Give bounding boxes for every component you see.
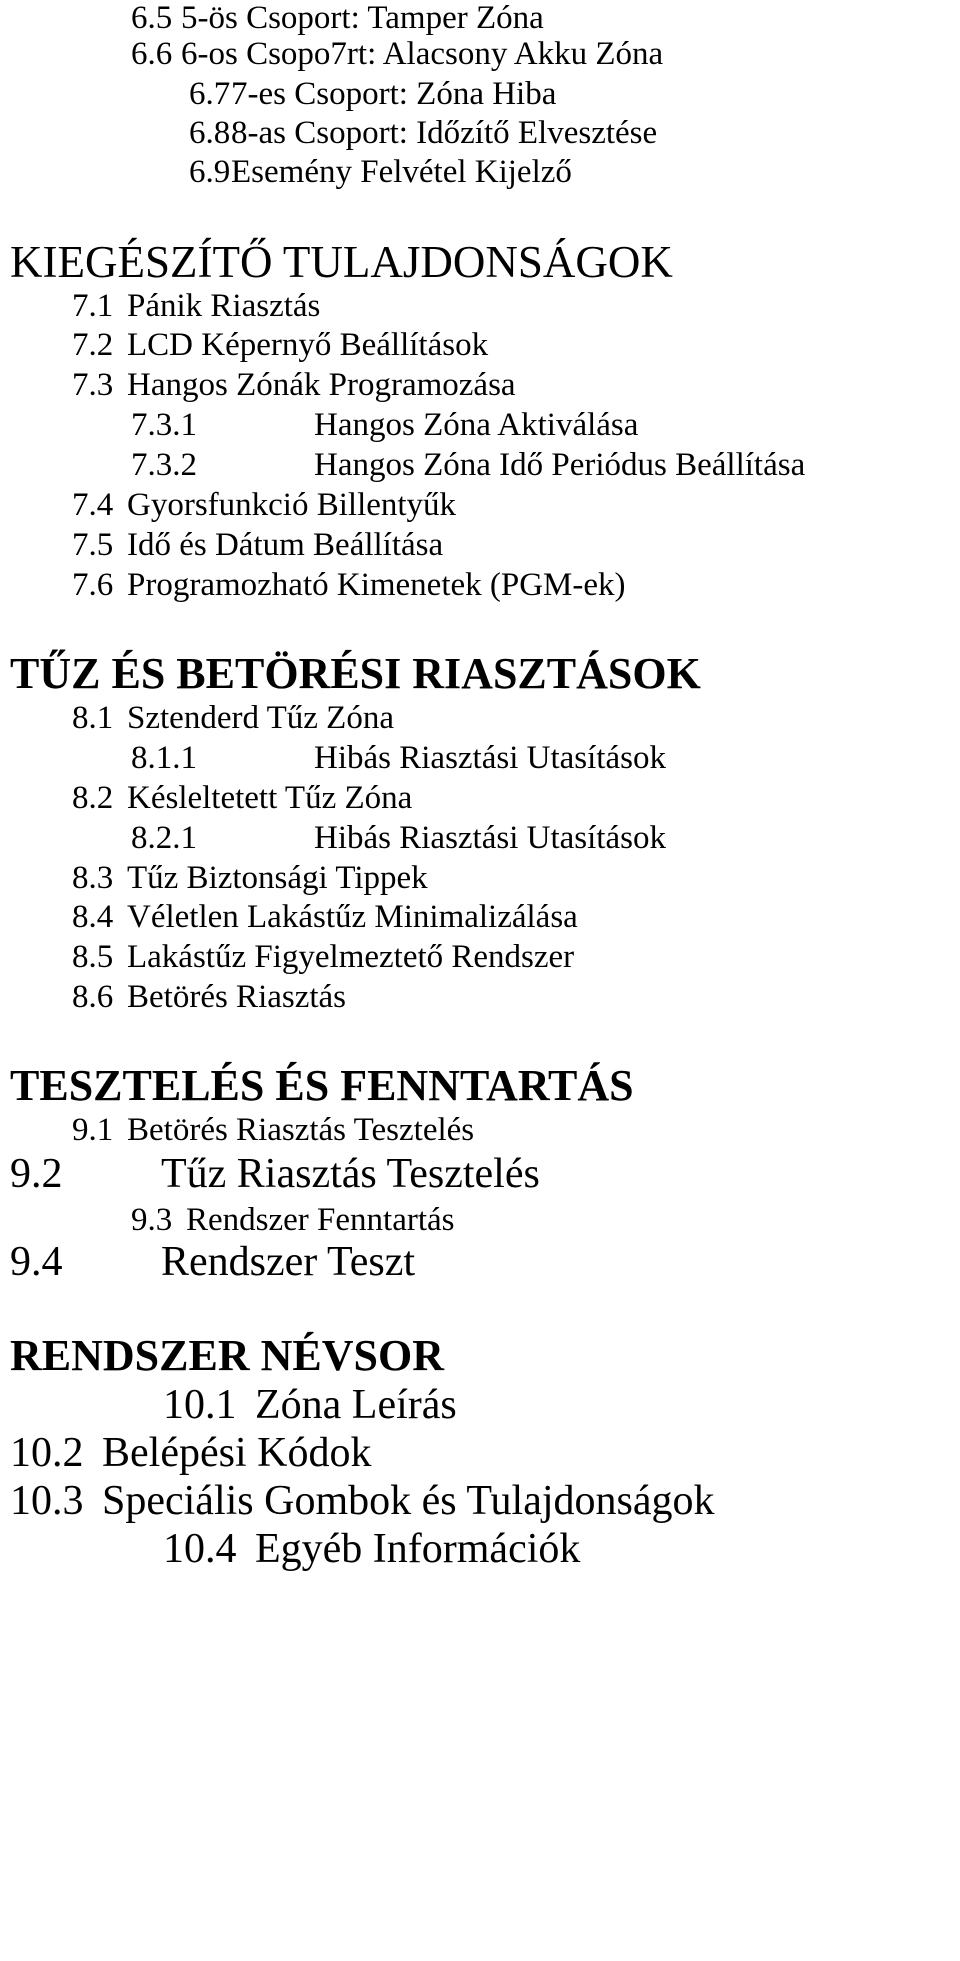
- section-heading: [10, 1331, 444, 1380]
- toc-entry-10-1: [163, 1384, 457, 1426]
- toc-number: 9.4: [10, 1239, 63, 1285]
- toc-title: Speciális Gombok és Tulajdonságok: [102, 1478, 715, 1524]
- toc-number: 8.6: [72, 979, 114, 1015]
- toc-entry-7-4: [72, 489, 456, 522]
- toc-number: 7.2: [72, 327, 114, 363]
- toc-title: Késleltetett Tűz Zóna: [127, 780, 413, 816]
- toc-entry-9-3: [131, 1204, 455, 1237]
- toc-entry-7-3-1: [131, 409, 638, 442]
- toc-entry-10-4: [163, 1528, 580, 1570]
- toc-number: 8.4: [72, 899, 114, 935]
- toc-number: 8.2: [72, 780, 114, 816]
- toc-entry-8-1-1: [131, 742, 666, 775]
- toc-entry-9-4: [10, 1241, 415, 1283]
- toc-title: Hibás Riasztási Utasítások: [314, 740, 666, 776]
- toc-entry-6-8: [189, 117, 657, 150]
- toc-entry-6-5: [131, 2, 544, 35]
- toc-entry-6-9: [189, 156, 572, 189]
- toc-title: Egyéb Információk: [255, 1526, 581, 1572]
- toc-entry-10-2: [10, 1432, 371, 1474]
- toc-title: 8-as Csoport: Időzítő Elvesztése: [231, 115, 658, 151]
- toc-title: Tűz Biztonsági Tippek: [127, 860, 428, 896]
- toc-number: 8.1: [72, 700, 114, 736]
- toc-entry-8-1: [72, 702, 394, 735]
- toc-title: Programozható Kimenetek (PGM-ek): [127, 567, 626, 603]
- toc-number: 6.5: [131, 0, 173, 36]
- toc-number: 6.8: [189, 115, 231, 151]
- toc-number: 9.1: [72, 1112, 114, 1148]
- toc-entry-underlined: [10, 1151, 540, 1197]
- toc-entry-6-7: [189, 78, 556, 111]
- toc-title: Zóna Leírás: [255, 1382, 457, 1428]
- toc-entry-8-6: [72, 981, 346, 1014]
- toc-number: 10.4: [163, 1526, 237, 1572]
- toc-entry-7-3: [72, 369, 516, 402]
- section-heading: [10, 649, 701, 698]
- toc-number: 6.7: [189, 76, 231, 112]
- toc-title: Hangos Zónák Programozása: [127, 367, 516, 403]
- toc-title: Esemény Felvétel Kijelző: [231, 154, 572, 190]
- toc-number: 10.2: [10, 1430, 84, 1476]
- toc-number: 10.3: [10, 1478, 84, 1524]
- toc-title: Rendszer Teszt: [161, 1239, 416, 1285]
- toc-entry-8-4: [72, 901, 578, 934]
- section-heading-text: KIEGÉSZÍTŐ TULAJDONSÁGOK: [10, 237, 673, 287]
- toc-title: 6-os Csopo7rt: Alacsony Akku Zóna: [181, 36, 664, 72]
- toc-title: Betörés Riasztás: [127, 979, 347, 1015]
- section-heading-text: TŰZ ÉS BETÖRÉSI RIASZTÁSOK: [10, 649, 701, 698]
- toc-number: 10.1: [163, 1382, 237, 1428]
- toc-entry-10-3: [10, 1480, 715, 1522]
- toc-title: 5-ös Csoport: Tamper Zóna: [181, 0, 544, 36]
- toc-title: Hangos Zóna Aktiválása: [314, 407, 639, 443]
- toc-entry-6-6: [131, 38, 663, 71]
- toc-title: Gyorsfunkció Billentyűk: [127, 487, 457, 523]
- toc-entry-7-3-2: [131, 449, 805, 482]
- toc-entry-7-5: [72, 529, 443, 562]
- toc-number: 7.3.1: [131, 407, 197, 443]
- toc-entry-underlined: [10, 1239, 415, 1285]
- toc-number: 6.9: [189, 154, 231, 190]
- toc-entry-8-2-1: [131, 822, 666, 855]
- toc-title: Rendszer Fenntartás: [186, 1202, 455, 1238]
- toc-entry-7-2: [72, 329, 488, 362]
- toc-title: 7-es Csoport: Zóna Hiba: [231, 76, 557, 112]
- toc-title: Sztenderd Tűz Zóna: [127, 700, 394, 736]
- toc-entry-9-2: [10, 1153, 540, 1195]
- toc-number: 8.5: [72, 939, 114, 975]
- toc-number: 6.6: [131, 36, 173, 72]
- toc-entry-8-2: [72, 782, 412, 815]
- toc-title: Lakástűz Figyelmeztető Rendszer: [127, 939, 575, 975]
- toc-title: Betörés Riasztás Tesztelés: [127, 1112, 475, 1148]
- toc-title: Tűz Riasztás Tesztelés: [161, 1151, 540, 1197]
- toc-number: 9.3: [131, 1202, 173, 1238]
- toc-title: LCD Képernyő Beállítások: [127, 327, 489, 363]
- section-heading-text: RENDSZER NÉVSOR: [10, 1331, 444, 1380]
- toc-number: 7.3: [72, 367, 114, 403]
- toc-entry-7-1: [72, 290, 320, 323]
- section-heading: [10, 1061, 634, 1110]
- toc-title: Belépési Kódok: [102, 1430, 372, 1476]
- toc-entry-8-3: [72, 862, 428, 895]
- section-heading: [10, 237, 673, 287]
- section-heading-text: TESZTELÉS ÉS FENNTARTÁS: [10, 1061, 634, 1110]
- toc-number: 7.3.2: [131, 447, 197, 483]
- toc-number: 7.6: [72, 567, 114, 603]
- toc-number: 8.3: [72, 860, 114, 896]
- toc-number: 7.5: [72, 527, 114, 563]
- toc-title: Véletlen Lakástűz Minimalizálása: [127, 899, 578, 935]
- toc-entry-8-5: [72, 941, 574, 974]
- toc-number: 7.1: [72, 288, 114, 324]
- toc-number: 8.2.1: [131, 820, 197, 856]
- toc-number: 9.2: [10, 1151, 63, 1197]
- toc-entry-9-1: [72, 1114, 474, 1147]
- toc-title: Idő és Dátum Beállítása: [127, 527, 444, 563]
- toc-title: Hibás Riasztási Utasítások: [314, 820, 666, 856]
- toc-number: 7.4: [72, 487, 114, 523]
- toc-number: 8.1.1: [131, 740, 197, 776]
- toc-entry-7-6: [72, 569, 626, 602]
- toc-title: Pánik Riasztás: [127, 288, 321, 324]
- toc-title: Hangos Zóna Idő Periódus Beállítása: [314, 447, 806, 483]
